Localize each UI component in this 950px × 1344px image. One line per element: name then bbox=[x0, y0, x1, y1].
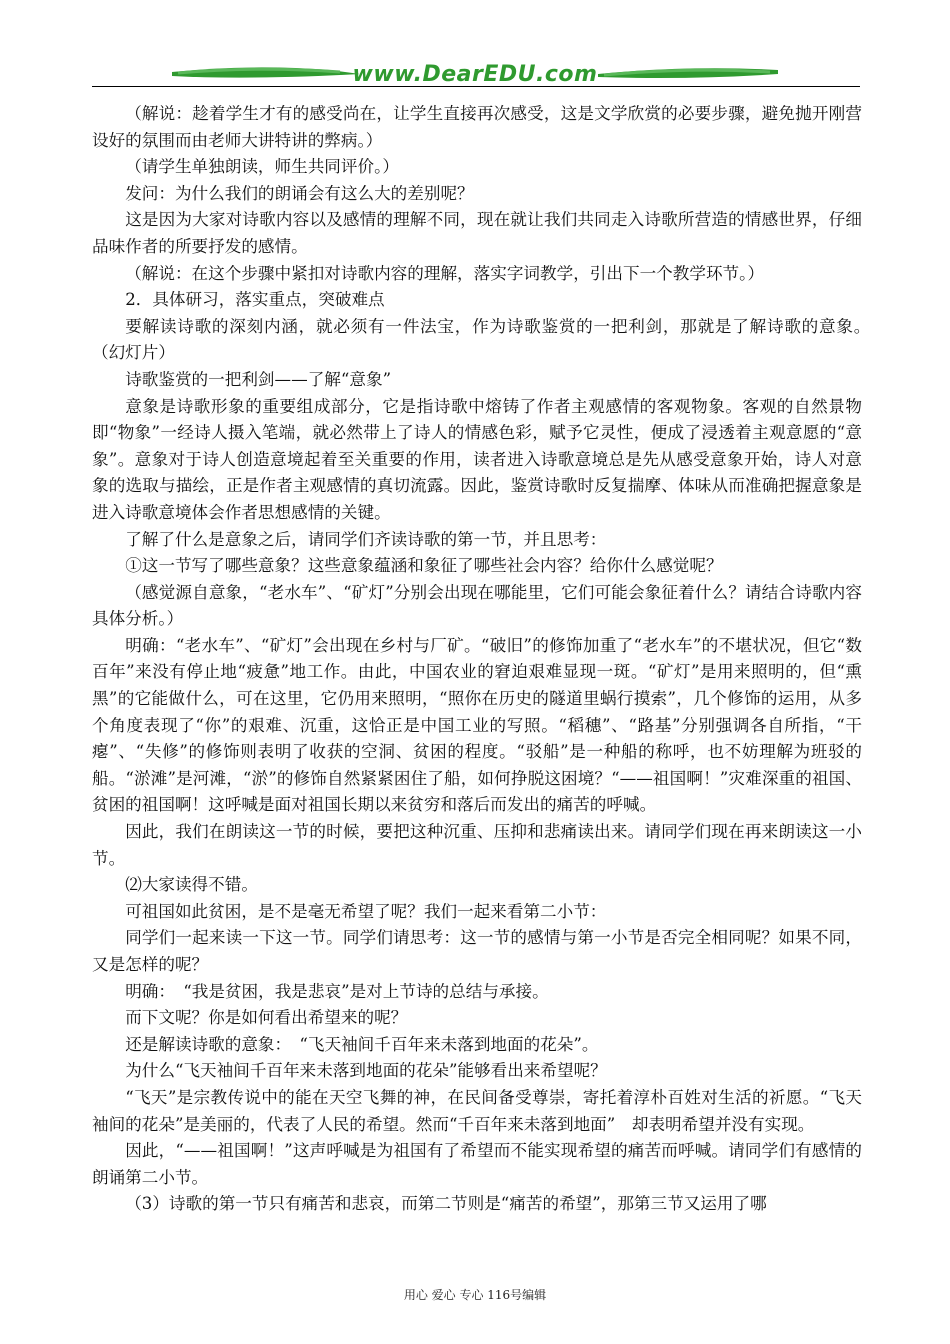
slide-title: 诗歌鉴赏的一把利剑——了解“意象” bbox=[125, 369, 392, 389]
site-logo-text: www.DearEDU.com bbox=[352, 62, 598, 87]
paragraph: 因此，“——祖国啊！”这声呼喊是为祖国有了希望而不能实现希望的痛苦而呼喊。请同学们有感情的朗诵第二小节。 bbox=[92, 1141, 862, 1187]
paragraph: 发问：为什么我们的朗诵会有这么大的差别呢？ bbox=[125, 183, 474, 203]
question-item: ①这一节写了哪些意象？这些意象蕴涵和象征了哪些社会内容？给你什么感觉呢？ bbox=[125, 556, 723, 576]
paragraph: 要解读诗歌的深刻内涵，就必须有一件法宝，作为诗歌鉴赏的一把利剑，那就是了解诗歌的意象。 （幻灯片） bbox=[92, 316, 879, 363]
document-body bbox=[92, 101, 879, 1218]
paragraph: 同学们一起来读一下这一节。同学们请思考：这一节的感情与第一小节是否完全相同呢？如果不同，又是怎样的呢？ bbox=[92, 928, 862, 974]
paragraph: 意象是诗歌形象的重要组成部分，它是指诗歌中熔铸了作者主观感情的客观物象。客观的自然景物即“物象”一经诗人摄入笔端，就必然带上了诗人的情感色彩，赋予它灵性，便成了浸透着主观意愿的“意象”。意象对于诗人创造意境起着至关重要的作用，读者进入诗歌意境总是先从感受意象开始，诗人对意象的选取与描绘，正是作者主观感情的真切流露。因此，鉴赏诗歌时反复揣摩、体味从而准确把握意象是进入诗歌意境体会作者思想感情的关键。 bbox=[92, 396, 862, 522]
paragraph: 而下文呢？你是如何看出希望来的呢？ bbox=[125, 1008, 408, 1028]
page-header bbox=[0, 0, 950, 95]
paragraph: （解说：趁着学生才有的感受尚在，让学生直接再次感受，这是文学欣赏的必要步骤，避免抛开刚营设好的氛围而由老师大讲特讲的弊病。） bbox=[92, 104, 862, 150]
paragraph: 为什么“飞天袖间千百年来未落到地面的花朵”能够看出来希望呢？ bbox=[125, 1061, 607, 1081]
paragraph: （请学生单独朗读，师生共同评价。） bbox=[125, 157, 399, 177]
paragraph: “飞天”是宗教传说中的能在天空飞舞的神，在民间备受尊崇，寄托着淳朴百姓对生活的祈愿。“飞天袖间的花朵”是美丽的，代表了人民的希望。然而“千百年来未落到地面” 却表明希望并没有实现。 bbox=[92, 1087, 862, 1134]
paragraph: 这是因为大家对诗歌内容以及感情的理解不同，现在就让我们共同走入诗歌所营造的情感世界，仔细品味作者的所要抒发的感情。 bbox=[92, 210, 862, 256]
paragraph: （感觉源自意象，“老水车”、“矿灯”分别会出现在哪能里，它们可能会象征着什么？请结合诗歌内容具体分析。） bbox=[92, 582, 862, 629]
question-item: ⑵大家读得不错。 bbox=[125, 875, 258, 895]
paragraph: （解说：在这个步骤中紧扣对诗歌内容的理解，落实字词教学，引出下一个教学环节。） bbox=[125, 263, 765, 283]
paragraph: 因此，我们在朗读这一节的时候，要把这种沉重、压抑和悲痛读出来。请同学们现在再来朗读这一小节。 bbox=[92, 822, 862, 868]
paragraph: 明确： “我是贫困，我是悲哀”是对上节诗的总结与承接。 bbox=[125, 981, 549, 1001]
question-item: （3）诗歌的第一节只有痛苦和悲哀，而第二节则是“痛苦的希望”，那第三节又运用了哪 bbox=[125, 1194, 767, 1214]
page-footer: 用心 爱心 专心 116号编辑 bbox=[403, 1288, 547, 1302]
paragraph: 明确：“老水车”、“矿灯”会出现在乡村与厂矿。“破旧”的修饰加重了“老水车”的不堪状况，但它“数百年”来没有停止地“疲惫”地工作。由此，中国农业的窘迫艰难显现一斑。“矿灯”是用来照明的，但“熏黑”的它能做什么，可在这里，它仍用来照明，“照你在历史的隧道里蜗行摸索”，几个修饰的运用，从多个角度表现了“你”的艰难、沉重，这恰正是中国工业的写照。“稻穗”、“路基”分别强调各自所指，“干瘪”、“失修”的修饰则表明了收获的空洞、贫困的程度。“驳船”是一种船的称呼，也不妨理解为班驳的船。“淤滩”是河滩，“淤”的修饰自然紧紧困住了船，如何挣脱这困境？“——祖国啊！”灾难深重的祖国、贫困的祖国啊！这呼喊是面对祖国长期以来贫穷和落后而发出的痛苦的呼喊。 bbox=[92, 635, 862, 815]
section-heading: 2．具体研习，落实重点，突破难点 bbox=[125, 290, 385, 310]
header-divider bbox=[92, 86, 860, 87]
paragraph: 可祖国如此贫困，是不是毫无希望了呢？我们一起来看第二小节： bbox=[125, 901, 607, 921]
paragraph: 了解了什么是意象之后，请同学们齐读诗歌的第一节，并且思考： bbox=[125, 529, 607, 549]
paragraph: 还是解读诗歌的意象： “飞天袖间千百年来未落到地面的花朵”。 bbox=[125, 1034, 599, 1054]
